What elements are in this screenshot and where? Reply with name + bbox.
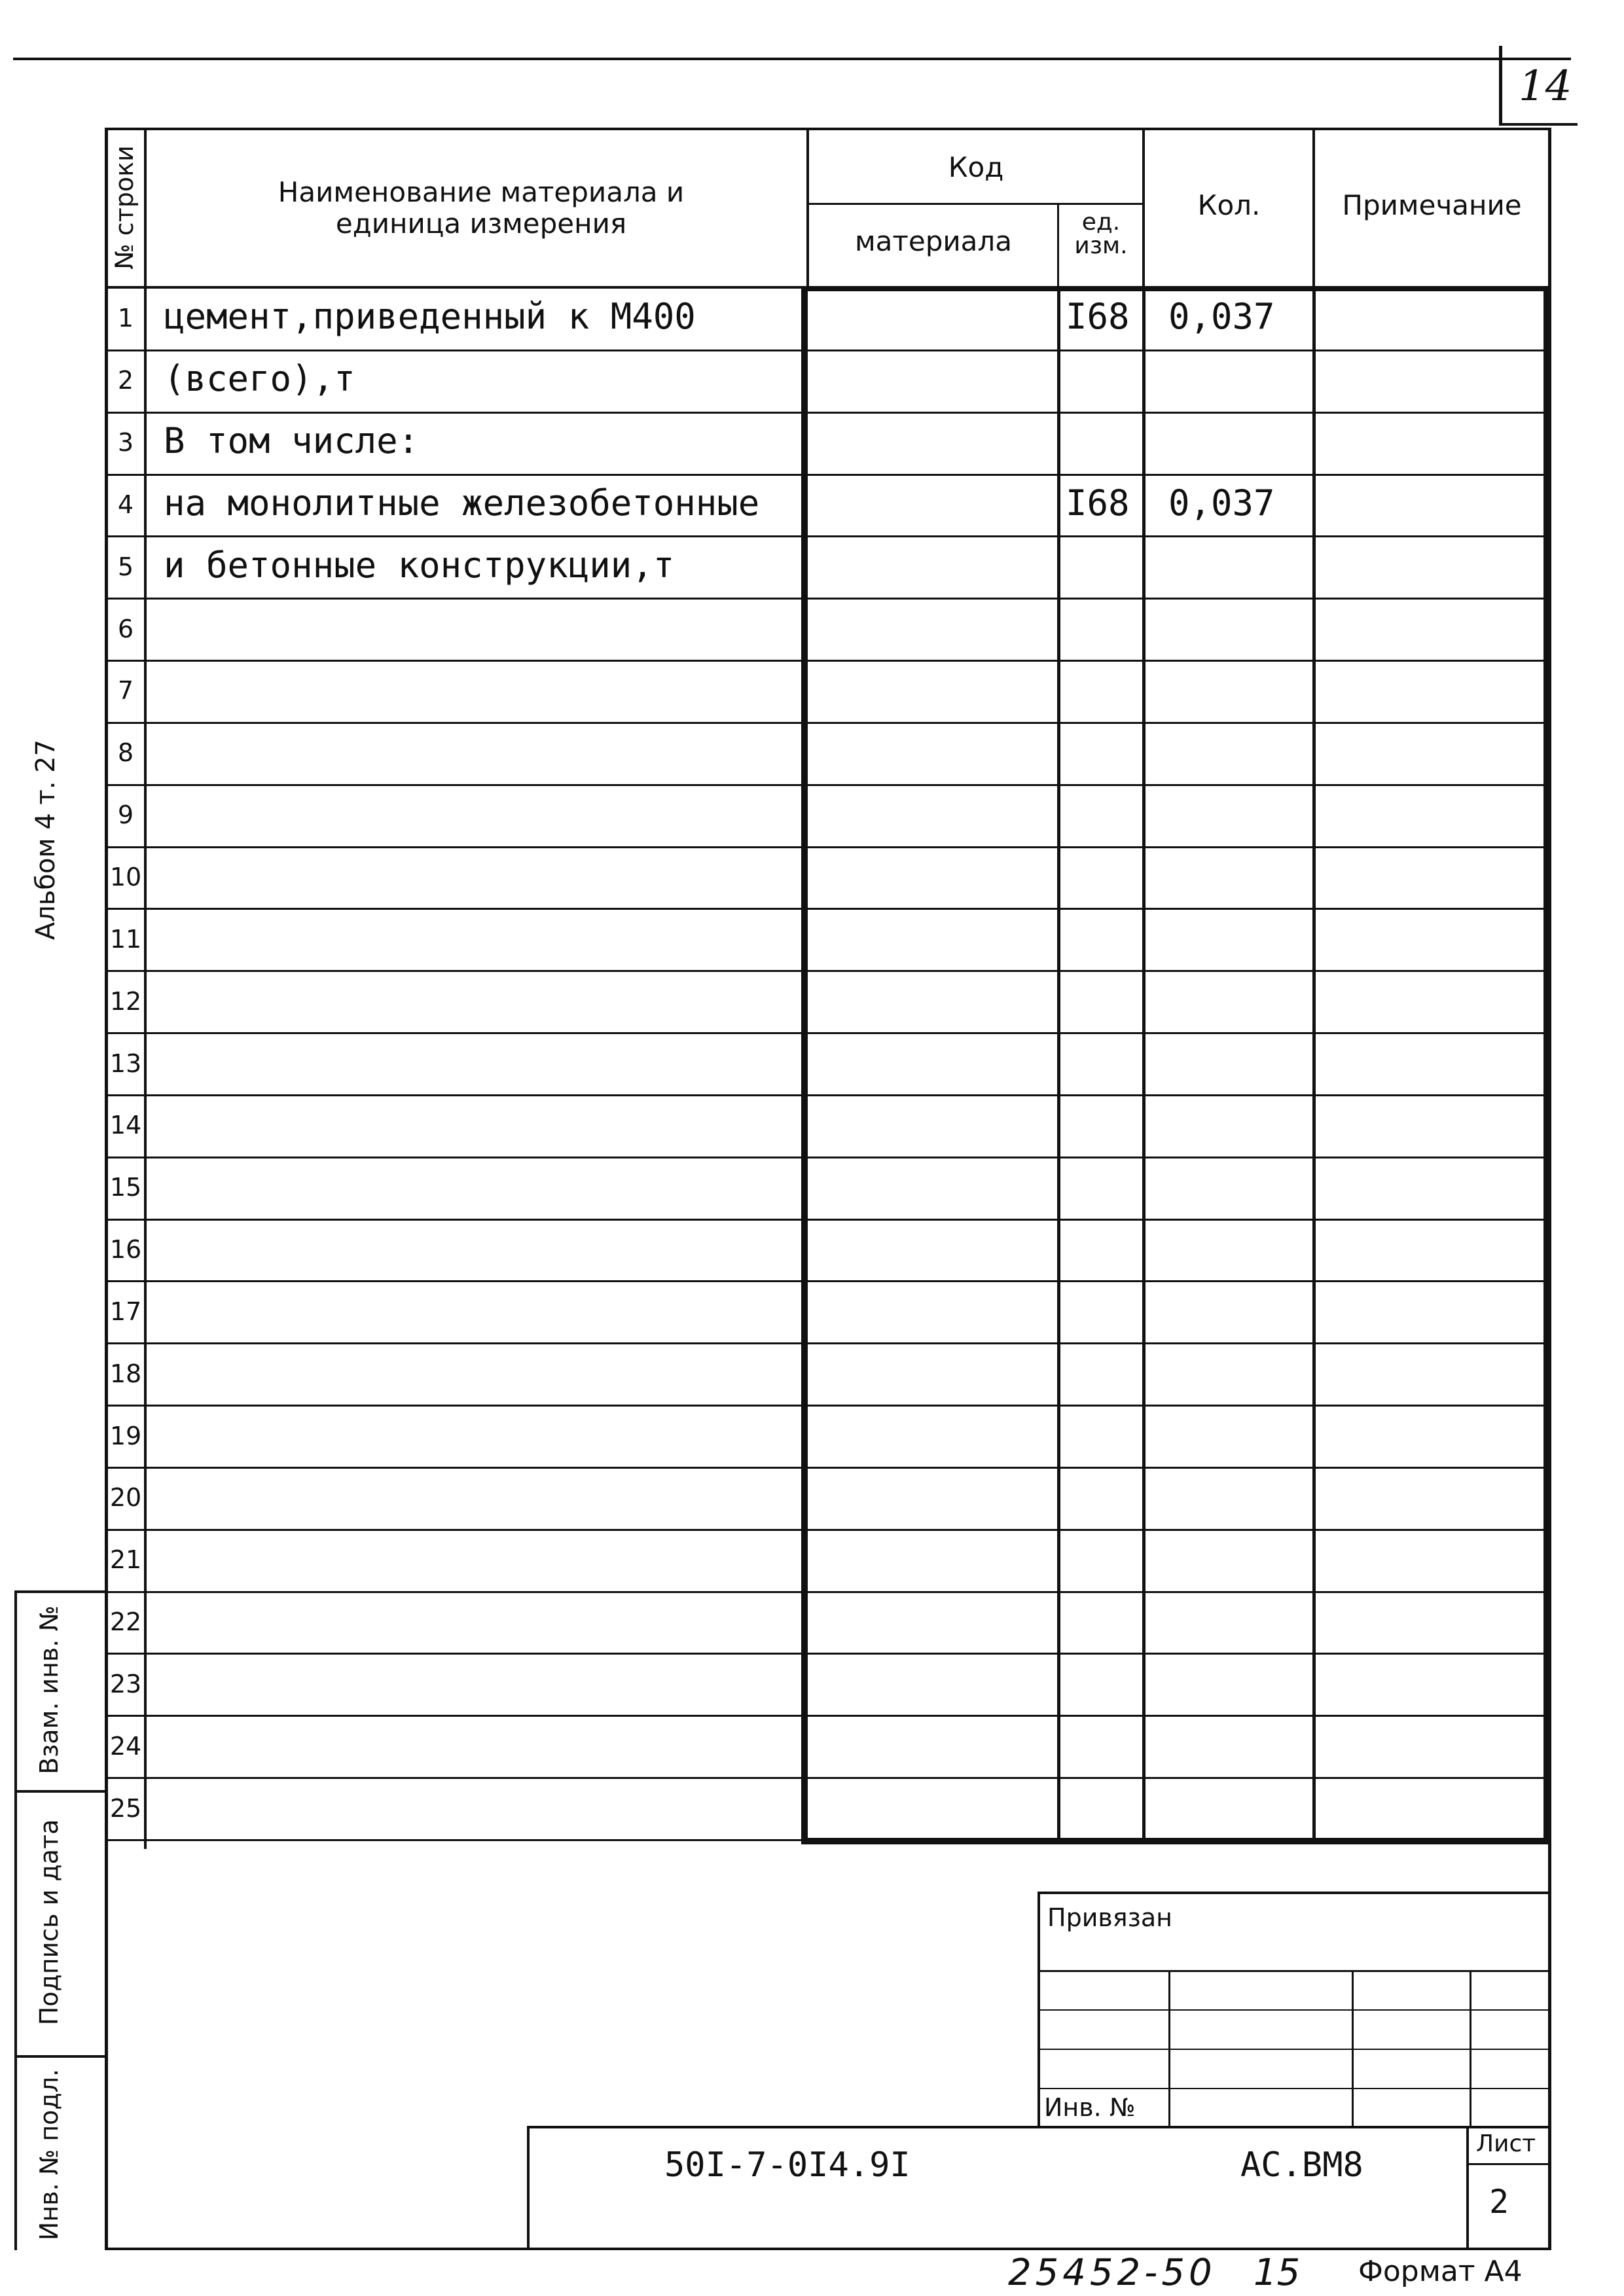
row-number: 15 <box>109 1173 142 1202</box>
row-number: 25 <box>109 1794 142 1823</box>
row-number: 16 <box>109 1235 142 1264</box>
material-name-cell: на монолитные железобетонные <box>164 482 760 524</box>
unit-code-cell: I68 <box>1066 296 1130 337</box>
album-margin-note: Альбом 4 т. 27 <box>31 739 61 941</box>
header-note: Примечание <box>1342 189 1522 221</box>
copy-number: 15 <box>1254 2251 1301 2294</box>
row-divider <box>105 474 1551 476</box>
document-mark: АС.ВМ8 <box>1240 2145 1363 2185</box>
row-divider <box>105 660 1551 662</box>
sheet-label: Лист <box>1476 2130 1536 2157</box>
row-number: 18 <box>109 1359 142 1388</box>
row-divider <box>105 1219 1551 1221</box>
inv-podl-label: Инв. № подл. <box>35 2068 63 2241</box>
row-divider <box>105 598 1551 600</box>
sheet-number: 2 <box>1489 2183 1509 2221</box>
row-divider <box>105 1777 1551 1779</box>
row-divider <box>105 1280 1551 1282</box>
row-divider <box>105 412 1551 414</box>
material-name-cell: (всего),т <box>164 358 355 399</box>
row-divider <box>105 722 1551 724</box>
order-number: 25452-50 <box>1008 2251 1216 2294</box>
row-number: 13 <box>109 1049 142 1078</box>
row-number: 3 <box>117 428 134 457</box>
row-divider <box>105 1467 1551 1469</box>
row-number: 6 <box>117 615 134 643</box>
material-name-cell: цемент,приведенный к М400 <box>164 296 696 337</box>
row-number: 17 <box>109 1297 142 1326</box>
material-name-cell: и бетонные конструкции,т <box>164 545 675 586</box>
row-number: 12 <box>109 987 142 1016</box>
row-divider <box>105 1529 1551 1531</box>
row-divider <box>105 1715 1551 1717</box>
header-code-unit: ед. изм. <box>1074 209 1128 259</box>
row-number: 19 <box>109 1422 142 1450</box>
row-divider <box>105 350 1551 351</box>
row-divider <box>105 1032 1551 1034</box>
row-divider <box>105 1157 1551 1158</box>
row-divider <box>105 1591 1551 1593</box>
row-number: 14 <box>109 1111 142 1139</box>
sheet-corner-number: 14 <box>1519 62 1572 111</box>
material-name-cell: В том числе: <box>164 420 420 461</box>
row-number: 9 <box>117 800 134 829</box>
unit-code-cell: I68 <box>1066 482 1130 524</box>
row-number: 24 <box>109 1732 142 1761</box>
row-number: 2 <box>117 366 134 395</box>
header-code-material: материала <box>854 225 1012 257</box>
row-number: 23 <box>109 1670 142 1698</box>
privyazan-label: Привязан <box>1047 1903 1172 1932</box>
row-number: 10 <box>109 863 142 891</box>
header-material-name: Наименование материала и единица измерения <box>278 176 685 240</box>
row-divider <box>105 970 1551 972</box>
row-number: 11 <box>109 925 142 954</box>
row-divider <box>105 908 1551 910</box>
row-number: 1 <box>117 304 134 332</box>
row-divider <box>105 1094 1551 1096</box>
row-number: 20 <box>109 1483 142 1512</box>
quantity-cell: 0,037 <box>1168 482 1275 524</box>
row-number: 8 <box>117 738 134 767</box>
row-divider <box>105 1405 1551 1407</box>
header-quantity: Кол. <box>1197 189 1261 221</box>
row-number: 21 <box>109 1545 142 1574</box>
format-label: Формат А4 <box>1358 2255 1523 2288</box>
vzam-inv-label: Взам. инв. № <box>35 1605 63 1775</box>
inv-no-label: Инв. № <box>1044 2093 1136 2122</box>
row-number: 5 <box>117 552 134 581</box>
document-code: 50I-7-0I4.9I <box>664 2145 911 2185</box>
row-divider <box>105 1653 1551 1655</box>
quantity-cell: 0,037 <box>1168 296 1275 337</box>
header-code: Код <box>948 151 1004 183</box>
row-divider <box>105 846 1551 848</box>
podpis-data-label: Подпись и дата <box>35 1819 63 2026</box>
row-number: 4 <box>117 490 134 519</box>
row-divider <box>105 1342 1551 1344</box>
row-number: 7 <box>117 676 134 705</box>
row-number: 22 <box>109 1607 142 1636</box>
row-divider <box>105 535 1551 537</box>
row-divider <box>105 784 1551 786</box>
header-row-number: № строки <box>110 145 139 270</box>
